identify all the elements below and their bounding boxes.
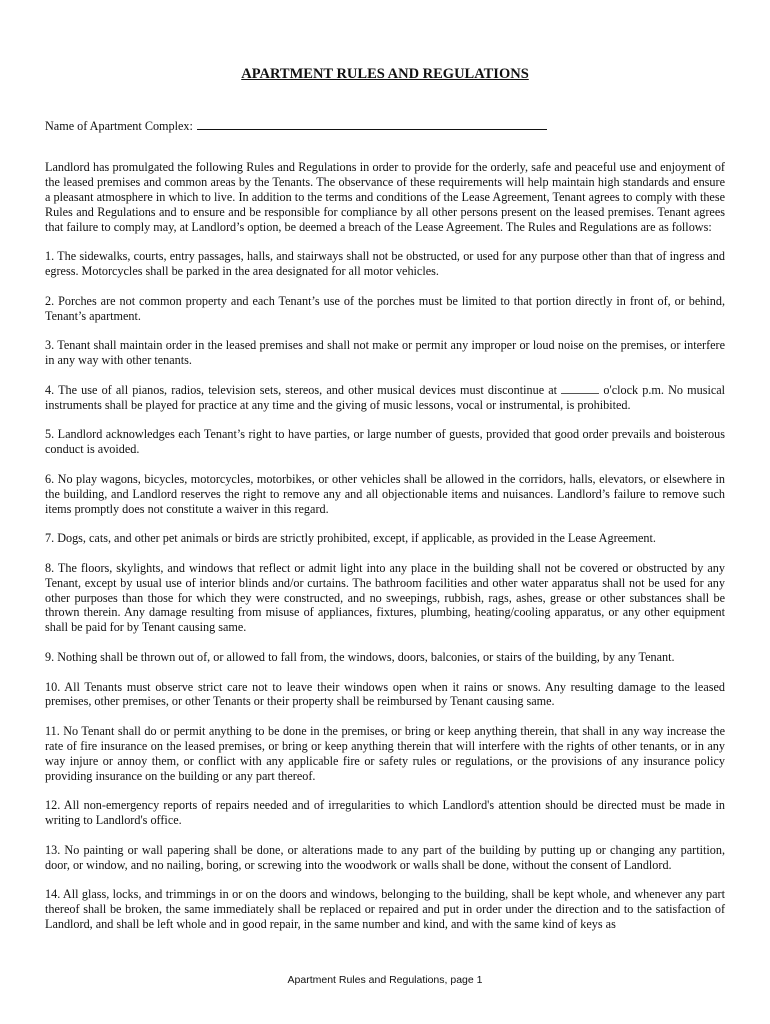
intro-paragraph: Landlord has promulgated the following Rules and Regulations in order to provide for the orderly, safe and peaceful use and enjoyment of the leased premises and common areas by the Tenants. The observance of these requirements will help maintain high standards and ensure a pleasant atmosphere in which to live. In addition to the terms and conditions of the Lease Agreement, Tenant agrees to comply with these Rules and Regulations and to ensure and be responsible for compliance by all other persons present on the leased premises. Tenant agrees that failure to comply may, at Landlord’s option, be deemed a breach of the Lease Agreement. The Rules and Regulations are as follows: — [45, 160, 725, 234]
document-body — [45, 160, 725, 947]
rule-9: 9. Nothing shall be thrown out of, or allowed to fall from, the windows, doors, balconies, or stairs of the building, by any Tenant. — [45, 649, 675, 664]
rule-3: 3. Tenant shall maintain order in the leased premises and shall not make or permit any improper or loud noise on the premises, or interfere in any way with other tenants. — [45, 338, 725, 368]
rule-4-part-a: 4. The use of all pianos, radios, television sets, stereos, and other musical devices must discontinue at — [45, 382, 558, 397]
rule-7: 7. Dogs, cats, and other pet animals or birds are strictly prohibited, except, if applicable, as provided in the Lease Agreement. — [45, 531, 656, 546]
time-blank-field[interactable] — [561, 383, 599, 394]
rule-13: 13. No painting or wall papering shall be done, or alterations made to any part of the building by putting up or changing any partition, door, or window, and no nailing, boring, or screwing into the woodwork or walls shall be done, without the consent of Landlord. — [45, 842, 725, 872]
apartment-name-row — [45, 117, 547, 134]
rule-4 — [45, 383, 725, 413]
rule-6: 6. No play wagons, bicycles, motorcycles, motorbikes, or other vehicles shall be allowed in the corridors, halls, elevators, or elsewhere in the building, and Landlord reserves the right to remove any and all objectionable items and nuisances. Landlord’s failure to remove such items promptly does not constitute a waiver in this regard. — [45, 471, 725, 516]
apartment-name-field[interactable] — [197, 117, 547, 130]
rule-10: 10. All Tenants must observe strict care not to leave their windows open when it rains or snows. Any resulting damage to the leased premises, other premises, or other Tenants or their property shall be reimbursed by Tenant causing same. — [45, 679, 725, 709]
rule-12: 12. All non-emergency reports of repairs needed and of irregularities to which Landlord's attention should be directed must be made in writing to Landlord's office. — [45, 798, 725, 828]
page-footer: Apartment Rules and Regulations, page 1 — [287, 974, 483, 986]
document-title: APARTMENT RULES AND REGULATIONS — [241, 66, 529, 82]
rule-14: 14. All glass, locks, and trimmings in or on the doors and windows, belonging to the building, shall be kept whole, and whenever any part thereof shall be broken, the same immediately shall be replaced or repaired and put in order under the direction and to the satisfaction of Landlord, and shall be left whole and in good repair, in the same number and kind, and with the same kind of keys as — [45, 887, 725, 932]
rule-4-part-b: o'clock p.m. No musical instruments shall be played for practice at any time and the giving of music lessons, vocal or instrumental, is prohibited. — [45, 382, 726, 412]
apartment-name-label: Name of Apartment Complex: — [45, 119, 193, 133]
rule-11: 11. No Tenant shall do or permit anything to be done in the premises, or bring or keep anything therein, that shall in any way increase the rate of fire insurance on the leased premises, or bring or keep anything therein that will interfere with the rights of other tenants, or in any way injure or annoy them, or conflict with any applicable fire or safety rules or regulations, or the provisions of any insurance policy providing insurance on the building or any part thereof. — [45, 724, 725, 783]
rule-8: 8. The floors, skylights, and windows that reflect or admit light into any place in the building shall not be covered or obstructed by any Tenant, except by usual use of interior blinds and/or curtains. The bathroom facilities and other water apparatus shall not be used for any other purposes than those for which they were constructed, and no sweepings, rubbish, rags, ashes, grease or other substances shall be thrown therein. Any damage resulting from misuse of appliances, fixtures, plumbing, heating/cooling apparatus, or any other equipment shall be paid for by Tenant causing same. — [45, 560, 725, 635]
rule-2: 2. Porches are not common property and each Tenant’s use of the porches must be limited to that portion directly in front of, or behind, Tenant’s apartment. — [45, 293, 725, 323]
rule-1: 1. The sidewalks, courts, entry passages, halls, and stairways shall not be obstructed, or used for any purpose other than that of ingress and egress. Motorcycles shall be parked in the area designated for all motor vehicles. — [45, 249, 725, 279]
rule-5: 5. Landlord acknowledges each Tenant’s right to have parties, or large number of guests, provided that good order prevails and boisterous conduct is avoided. — [45, 427, 725, 457]
